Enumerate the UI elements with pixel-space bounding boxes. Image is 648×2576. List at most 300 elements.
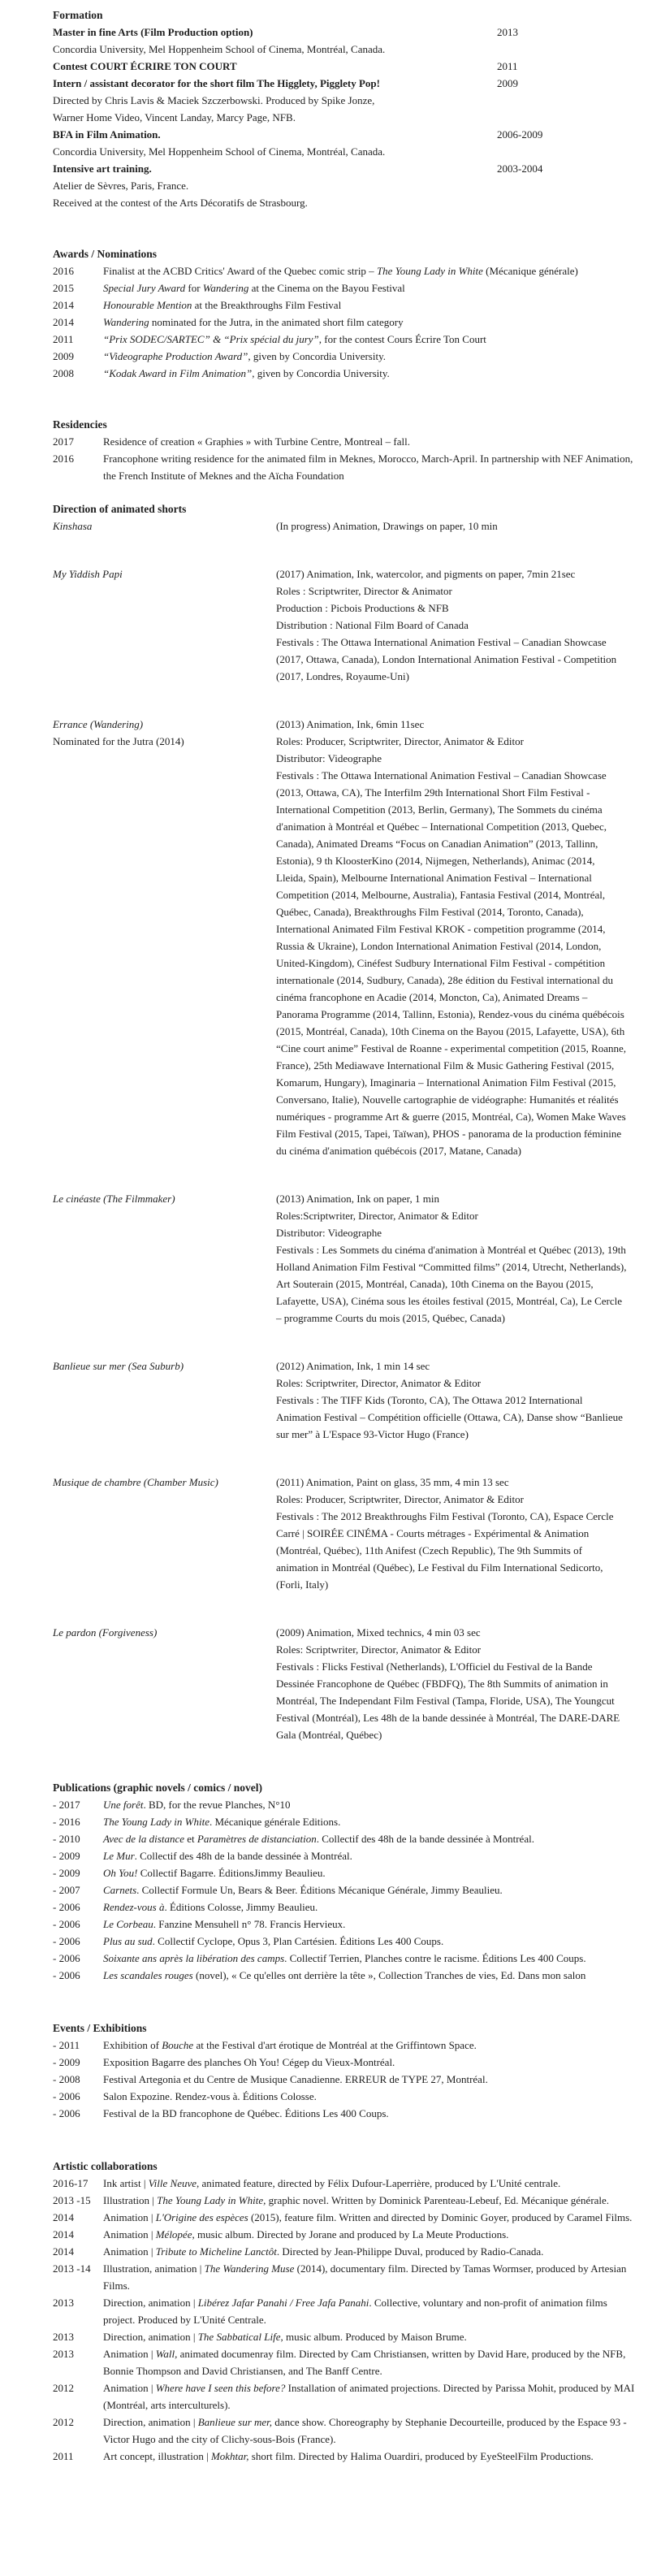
award-row-text [103, 262, 640, 279]
text-segment: dance show. Choreography by Stephanie Decourteille, produced by the Espace 93 - Victor Hugo and the city of Clichy-sous-Bois (France). [103, 2416, 627, 2445]
text-segment: nominated for the Jutra, in the animated short film category [149, 316, 404, 328]
text-segment: . Éditions Colosse, Jimmy Beaulieu. [164, 1901, 318, 1913]
event-row-year: - 2006 [53, 2090, 80, 2102]
event-row-text [103, 2054, 640, 2071]
text-segment: Wandering [202, 282, 249, 294]
event-row [53, 2054, 640, 2071]
text-segment: Festivals : Les Sommets du cinéma d'animation à Montréal et Québec (2013), 19th Holland Animation Film Festival “Committed films” (2014, Utrecht, Netherlands), Art Souterain (2015, Montréal, Canada), 10th Cinema on the Bayou (2015, Lafayette, USA), Cinéma sous les étoiles festival (2015, Montréal, Ca), Le Cercle – programme Courts du mois (2015, Québec, Canada) [276, 1244, 627, 1324]
collaboration-row [53, 2448, 640, 2465]
film-entry [53, 716, 640, 1159]
text-segment: Festivals : Flicks Festival (Netherlands), L'Officiel du Festival de la Bande Dessinée Francophone de Québec (FBDFQ), The 8th Summits of animation in Montréal, The Independant Film Festival (Tampa, Floride, USA), The Youngcut Festival (Montréal), Les 48h de la bande dessinée à Montréal, The DARE-DARE Gala (Montréal, Québec) [276, 1660, 620, 1741]
publication-row-text [103, 1847, 640, 1864]
award-row-text [103, 279, 640, 297]
text-segment: at the Breakthroughs Film Festival [192, 299, 342, 311]
collaboration-row-text [103, 2345, 640, 2379]
film-detail-line [276, 1241, 627, 1327]
film-detail-line [276, 1207, 627, 1224]
film-entry-left [53, 565, 276, 685]
text-segment: Festival Artegonia et du Centre de Musique Canadienne. ERREUR de TYPE 27, Montréal. [103, 2073, 488, 2085]
film-entry-details [276, 1624, 627, 1743]
text-segment: Tribute to Micheline Lanctôt [155, 2245, 277, 2258]
film-entry [53, 1624, 640, 1743]
publication-row-year: - 2006 [53, 1952, 80, 1964]
formation-entry-detail: Atelier de Sèvres, Paris, France. [53, 180, 189, 192]
film-entry-details [276, 1357, 627, 1443]
collaboration-row-text [103, 2448, 640, 2465]
film-entry-details [276, 565, 627, 685]
text-segment: Festival de la BD francophone de Québec. Éditions Les 400 Coups. [103, 2107, 389, 2119]
text-segment: Where have I seen this before? [155, 2382, 286, 2394]
text-segment: Exhibition of [103, 2039, 162, 2051]
event-row-year: - 2009 [53, 2056, 80, 2068]
collaboration-row-year: 2013 [53, 2348, 74, 2360]
publication-row-year: - 2007 [53, 1884, 80, 1896]
section-title-events: Events / Exhibitions [53, 2022, 147, 2034]
text-segment: (2014), documentary film. Directed by Tamas Wormser, produced by Artesian Films. [103, 2262, 627, 2292]
text-segment: Residence of creation « Graphies » with Turbine Centre, Montreal – fall. [103, 435, 410, 448]
film-entry-left [53, 1357, 276, 1443]
event-row [53, 2071, 640, 2088]
text-segment: Animation | [103, 2245, 156, 2258]
publication-row [53, 1881, 640, 1898]
award-row-text [103, 365, 640, 382]
formation-entry-year: 2006-2009 [497, 128, 543, 141]
film-title: Kinshasa [53, 520, 93, 532]
text-segment: Art concept, illustration | [103, 2450, 211, 2462]
text-segment: animated documenray film. Directed by Cam Christiansen, written by David Hare, produced by the NFB, Bonnie Thompson and David Christiansen, and The Banff Centre. [103, 2348, 626, 2377]
film-note: Nominated for the Jutra (2014) [53, 735, 184, 747]
publication-row-year: - 2009 [53, 1867, 80, 1879]
text-segment: “Videographe Production Award” [103, 350, 248, 362]
collaboration-row-year: 2011 [53, 2450, 74, 2462]
residency-rows [53, 433, 640, 484]
section-title-residencies: Residencies [53, 418, 107, 431]
text-segment: (2015), feature film. Written and directed by Dominic Goyer, produced by Caramel Films. [248, 2211, 633, 2223]
text-segment: The Young Lady in White [103, 1816, 210, 1828]
event-row-year: - 2011 [53, 2039, 80, 2051]
formation-entry-title: Intern / assistant decorator for the short film The Higglety, Pigglety Pop! [53, 77, 380, 89]
text-segment: (In progress) Animation, Drawings on paper, 10 min [276, 520, 498, 532]
collaboration-row-text [103, 2379, 640, 2414]
text-segment: Les scandales rouges [103, 1969, 193, 1981]
residency-row-text [103, 450, 640, 484]
event-row-text [103, 2071, 640, 2088]
collaboration-row [53, 2243, 640, 2260]
text-segment: The Young Lady in White [376, 265, 483, 277]
section-formation [53, 6, 640, 211]
formation-entry-detail: Directed by Chris Lavis & Maciek Szczerbowski. Produced by Spike Jonze, [53, 94, 375, 106]
film-detail-line [276, 1624, 627, 1641]
publication-row-year: - 2006 [53, 1918, 80, 1930]
formation-entry-year: 2011 [497, 60, 518, 72]
collaboration-row-text [103, 2294, 640, 2328]
award-row [53, 297, 640, 314]
film-detail-line [276, 565, 627, 582]
text-segment: The Wandering Muse [204, 2262, 295, 2275]
collaboration-row-text [103, 2192, 640, 2209]
award-row-year: 2015 [53, 282, 74, 294]
film-entry [53, 1190, 640, 1327]
event-row [53, 2105, 640, 2122]
collaboration-row-text [103, 2260, 640, 2294]
film-title: My Yiddish Papi [53, 568, 123, 580]
text-segment: Installation of animated projections. Directed by Parissa Mohit, produced by MAI (Montréal, arts interculturels). [103, 2382, 635, 2411]
text-segment: , given by Concordia University. [252, 367, 390, 379]
film-entry-details [276, 716, 627, 1159]
collaboration-row [53, 2226, 640, 2243]
text-segment: Animation | [103, 2228, 156, 2240]
text-segment: Festivals : The Ottawa International Animation Festival – Canadian Showcase (2013, Ottawa, CA), The Interfilm 29th International Short Film Festival - International Competition (2013, Berlin, Germany), The Sommets du cinéma d'animation à Montréal et Québec – International Competition (2013, Quebec, Canada), Animated Dreams “Focus on Canadian Animation” (2013, Tallinn, Estonia), 9 th KloosterKino (2014, Nijmegen, Netherlands), Animac (2014, Lleida, Spain), Melbourne International Animation Festival – International Competition (2014, Melbourne, Australia), Fantasia Festival (2014, Montréal, Québec, Canada), Breakthroughs Film Festival (2014, Toronto, Canada), International Animated Film Festival KROK - competition programme (2014, Russia & Ukraine), London International Animation Festival (2014, London, United-Kingdom), Cinéfest Sudbury International Film Festival - compétition internationale (2014, Sudbury, Canada), 28e édition du Festival international du cinéma francophone en Acadie (2014, Moncton, Ca), Animated Dreams – Panorama Programme (2014, Tallinn, Estonia), Rendez-vous du cinéma québécois (2015, Montréal, Canada), 10th Cinema on the Bayou (2015, Lafayette, USA), 6th “Cine court anime” Festival de Roanne - experimental competition (2015, Roanne, France), 25th Mediawave International Film & Music Gathering Festival (2015, Komarum, Hungary), Imaginaria – International Animation Film Festival (2015, Conversano, Italie), Nouvelle cartographie de vidéographe: Humanités et réalités numériques - programme Art & guerre (2015, Montréal, Ca), Women Make Waves Film Festival (2015, Tapei, Taïwan), PHOS - panorama de la production féminine du cinéma d'animation québécois (2017, Matane, Canada) [276, 769, 627, 1157]
text-segment: Salon Expozine. Rendez-vous à. Éditions Colosse. [103, 2090, 317, 2102]
text-segment: Soixante ans après la libération des camps [103, 1952, 285, 1964]
formation-entry-title: BFA in Film Animation. [53, 128, 161, 141]
text-segment: Roles: Scriptwriter, Director, Animator & Editor [276, 1377, 482, 1389]
collaboration-row-year: 2013 -14 [53, 2262, 91, 2275]
film-detail-line [276, 1357, 627, 1375]
publication-row [53, 1796, 640, 1813]
event-row-year: - 2008 [53, 2073, 80, 2085]
formation-entry-details [53, 41, 640, 58]
text-segment: Direction, animation | [103, 2297, 198, 2309]
text-segment: . Directed by Jean-Philippe Duval, produced by Radio-Canada. [276, 2245, 544, 2258]
formation-entry [53, 24, 640, 58]
award-row [53, 331, 640, 348]
publication-row [53, 1813, 640, 1830]
text-segment: Roles: Scriptwriter, Director, Animator & Editor [276, 1643, 482, 1656]
text-segment: Ink artist | [103, 2177, 149, 2189]
collaboration-row-text [103, 2243, 640, 2260]
collaboration-row-year: 2014 [53, 2211, 74, 2223]
film-detail-line [276, 1658, 627, 1743]
text-segment: , music album. Produced by Maison Brume. [280, 2331, 467, 2343]
formation-entry-detail: Concordia University, Mel Hoppenheim School of Cinema, Montréal, Canada. [53, 43, 386, 55]
text-segment: at the Festival d'art érotique de Montréal at the Griffintown Space. [193, 2039, 477, 2051]
text-segment: Honourable Mention [103, 299, 192, 311]
film-detail-line [276, 733, 627, 750]
publication-row-year: - 2006 [53, 1935, 80, 1947]
text-segment: Ville Neuve [148, 2177, 197, 2189]
formation-entries [53, 24, 640, 211]
text-segment: Rendez-vous à [103, 1901, 165, 1913]
text-segment: . Collectif Formule Un, Bears & Beer. Éditions Mécanique Générale, Jimmy Beaulieu. [136, 1884, 503, 1896]
text-segment: Francophone writing residence for the animated film in Meknes, Morocco, March-April. In partnership with NEF Animation, the French Institute of Meknes and the Aïcha Foundation [103, 452, 633, 482]
film-detail-line [276, 1474, 627, 1491]
formation-entry-details [53, 143, 640, 160]
residency-row [53, 433, 640, 450]
text-segment: , animated feature, directed by Félix Dufour-Laperrière, produced by L'Unité centrale. [197, 2177, 561, 2189]
award-row-year: 2014 [53, 316, 74, 328]
publication-row-text [103, 1881, 640, 1898]
text-segment: Roles : Scriptwriter, Director & Animator [276, 585, 452, 597]
film-detail-line [276, 1641, 627, 1658]
film-title: Errance (Wandering) [53, 718, 144, 730]
text-segment: Production : Picbois Productions & NFB [276, 602, 449, 614]
publication-row-year: - 2009 [53, 1850, 80, 1862]
formation-entry-title: Intensive art training. [53, 162, 152, 175]
text-segment: et [184, 1833, 197, 1845]
publication-row [53, 1830, 640, 1847]
collaboration-row-text [103, 2328, 640, 2345]
film-entry-left [53, 1624, 276, 1743]
text-segment: Festivals : The 2012 Breakthroughs Film Festival (Toronto, CA), Espace Cercle Carré | SOIRÉE CINÉMA - Courts métrages - Expérimental & Animation (Montréal, Québec), 11th Anifest (Czech Republic), The 9th Summits of animation in Montréal (Québec), Le Festival du Film International Sedicorto, (Forli, Italy) [276, 1510, 614, 1591]
film-title: Banlieue sur mer (Sea Suburb) [53, 1360, 184, 1372]
section-title-shorts: Direction of animated shorts [53, 503, 187, 515]
collaboration-row-year: 2014 [53, 2228, 74, 2240]
publication-row-year: - 2016 [53, 1816, 80, 1828]
text-segment: Festivals : The Ottawa International Animation Festival – Canadian Showcase (2017, Ottawa, Canada), London International Animation Festival - Competition (2017, Londres, Royaume-Uni) [276, 636, 617, 682]
section-awards [53, 245, 640, 382]
text-segment: Direction, animation | [103, 2416, 198, 2428]
formation-entry-title: Master in fine Arts (Film Production option) [53, 26, 253, 38]
text-segment: Paramètres de distanciation [197, 1833, 317, 1845]
publication-row-year: - 2010 [53, 1833, 80, 1845]
film-entry-left [53, 716, 276, 1159]
text-segment: Banlieue sur mer, [197, 2416, 273, 2428]
publication-row-text [103, 1864, 640, 1881]
formation-entry-row [53, 75, 640, 92]
text-segment: , for the contest Cours Écrire Ton Court [318, 333, 486, 345]
text-segment: , music album. Directed by Jorane and produced by La Meute Productions. [192, 2228, 509, 2240]
film-detail-line [276, 634, 627, 685]
award-row-year: 2014 [53, 299, 74, 311]
collaboration-row-year: 2012 [53, 2382, 74, 2394]
section-publications [53, 1779, 640, 1984]
event-rows [53, 2037, 640, 2122]
film-title: Le cinéaste (The Filmmaker) [53, 1193, 175, 1205]
award-row-text [103, 314, 640, 331]
publication-row-text [103, 1796, 640, 1813]
film-entry-left [53, 1474, 276, 1593]
collaboration-row [53, 2345, 640, 2379]
text-segment: , given by Concordia University. [248, 350, 386, 362]
residency-row [53, 450, 640, 484]
text-segment: short film. Directed by Halima Ouardiri, produced by EyeSteelFilm Productions. [248, 2450, 594, 2462]
film-detail-line [276, 582, 627, 600]
award-row-year: 2016 [53, 265, 74, 277]
text-segment: graphic novel. Written by Dominick Parenteau-Lebeuf, Ed. Mécanique générale. [266, 2194, 610, 2206]
collaboration-row-year: 2013 [53, 2297, 74, 2309]
formation-entry-details [53, 177, 640, 211]
film-entry-left [53, 517, 276, 535]
residency-row-text [103, 433, 640, 450]
publication-rows [53, 1796, 640, 1984]
film-detail-line [276, 767, 627, 1159]
formation-entry [53, 160, 640, 211]
residency-row-year: 2017 [53, 435, 74, 448]
formation-entry-row [53, 160, 640, 177]
collaboration-row-text [103, 2226, 640, 2243]
formation-entry [53, 75, 640, 126]
film-entry-details [276, 517, 627, 535]
award-row [53, 348, 640, 365]
text-segment: . Mécanique générale Editions. [209, 1816, 341, 1828]
film-detail-line [276, 1375, 627, 1392]
formation-entry-detail: Received at the contest of the Arts Décoratifs de Strasbourg. [53, 197, 308, 209]
film-entry [53, 565, 640, 685]
text-segment: Plus au sud [103, 1935, 153, 1947]
collaboration-row-year: 2016-17 [53, 2177, 89, 2189]
text-segment: Collectif Bagarre. ÉditionsJimmy Beaulieu. [137, 1867, 326, 1879]
text-segment: (novel), « Ce qu'elles ont derrière la tête », Collection Tranches de vies, Ed. Dans mon salon [192, 1969, 586, 1981]
collaboration-row-text [103, 2414, 640, 2448]
publication-row [53, 1864, 640, 1881]
event-row-year: - 2006 [53, 2107, 80, 2119]
film-detail-line [276, 1491, 627, 1508]
text-segment: Le Mur [103, 1850, 135, 1862]
publication-row-year: - 2006 [53, 1969, 80, 1981]
formation-entry [53, 58, 640, 75]
event-row-text [103, 2105, 640, 2122]
text-segment: Special Jury Award [103, 282, 186, 294]
formation-entry-row [53, 24, 640, 41]
collaboration-row [53, 2192, 640, 2209]
publication-row [53, 1916, 640, 1933]
collaboration-row [53, 2294, 640, 2328]
text-segment: Oh You! [103, 1867, 138, 1879]
collaboration-row-text [103, 2175, 640, 2192]
collaboration-row [53, 2260, 640, 2294]
formation-entry [53, 126, 640, 160]
section-residencies [53, 416, 640, 484]
text-segment: Mokhtar, [210, 2450, 249, 2462]
collaboration-row-year: 2013 -15 [53, 2194, 91, 2206]
publication-row [53, 1950, 640, 1967]
text-segment: Illustration, animation | [103, 2262, 205, 2275]
text-segment: (2017) Animation, Ink, watercolor, and pigments on paper, 7min 21sec [276, 568, 576, 580]
formation-entry-year: 2013 [497, 26, 518, 38]
text-segment: Libérez Jafar Panahi / Free Jafa Panahi [197, 2297, 369, 2309]
film-entry [53, 1357, 640, 1443]
text-segment: Wall, [155, 2348, 178, 2360]
text-segment: . Collective, voluntary and non-profit of animation films project. Produced by L'Unité Centrale. [103, 2297, 607, 2326]
film-detail-line [276, 1190, 627, 1207]
text-segment: L'Origine des espèces [155, 2211, 248, 2223]
text-segment: . Fanzine Mensuhell n° 78. Francis Hervieux. [153, 1918, 346, 1930]
text-segment: Illustration | [103, 2194, 158, 2206]
collaboration-rows [53, 2175, 640, 2465]
text-segment: Roles: Producer, Scriptwriter, Director, Animator & Editor [276, 1493, 524, 1505]
collaboration-row-year: 2012 [53, 2416, 74, 2428]
collaboration-row-year: 2014 [53, 2245, 74, 2258]
film-entries [53, 517, 640, 1743]
text-segment: Le Corbeau [103, 1918, 153, 1930]
text-segment: Animation | [103, 2382, 156, 2394]
text-segment: (2013) Animation, Ink, 6min 11sec [276, 718, 425, 730]
publication-row-year: - 2006 [53, 1901, 80, 1913]
publication-row [53, 1967, 640, 1984]
text-segment: . Collectif Terrien, Planches contre le racisme. Éditions Les 400 Coups. [284, 1952, 586, 1964]
award-row-text [103, 331, 640, 348]
publication-row-text [103, 1967, 640, 1984]
film-entry [53, 1474, 640, 1593]
section-title-collaborations: Artistic collaborations [53, 2160, 158, 2172]
text-segment: Distributor: Videographe [276, 1227, 382, 1239]
text-segment: . Collectif des 48h de la bande dessinée à Montréal. [134, 1850, 352, 1862]
event-row [53, 2037, 640, 2054]
collaboration-row [53, 2414, 640, 2448]
text-segment: Roles:Scriptwriter, Director, Animator & Editor [276, 1210, 478, 1222]
event-row-text [103, 2088, 640, 2105]
text-segment: Finalist at the ACBD Critics' Award of the Quebec comic strip – [103, 265, 377, 277]
formation-entry-details [53, 92, 640, 126]
publication-row [53, 1898, 640, 1916]
film-detail-line [276, 1392, 627, 1443]
collaboration-row [53, 2328, 640, 2345]
publication-row-text [103, 1898, 640, 1916]
formation-entry-year: 2009 [497, 77, 518, 89]
text-segment: Roles: Producer, Scriptwriter, Director, Animator & Editor [276, 735, 524, 747]
award-row-year: 2011 [53, 333, 74, 345]
award-row-text [103, 297, 640, 314]
film-entry-details [276, 1474, 627, 1593]
publication-row-text [103, 1933, 640, 1950]
film-detail-line [276, 617, 627, 634]
residency-row-year: 2016 [53, 452, 74, 465]
publication-row [53, 1847, 640, 1864]
award-row [53, 314, 640, 331]
text-segment: Direction, animation | [103, 2331, 198, 2343]
text-segment: (2011) Animation, Paint on glass, 35 mm, 4 min 13 sec [276, 1476, 509, 1488]
film-detail-line [276, 1508, 627, 1593]
film-entry-left [53, 1190, 276, 1327]
film-title: Le pardon (Forgiveness) [53, 1626, 158, 1639]
film-detail-line [276, 750, 627, 767]
formation-entry-detail: Concordia University, Mel Hoppenheim School of Cinema, Montréal, Canada. [53, 145, 386, 158]
text-segment: Wandering [103, 316, 149, 328]
text-segment: (2013) Animation, Ink on paper, 1 min [276, 1193, 439, 1205]
publication-row [53, 1933, 640, 1950]
text-segment: Carnets [103, 1884, 137, 1896]
text-segment: Mélopée [155, 2228, 192, 2240]
section-title-awards: Awards / Nominations [53, 248, 158, 260]
film-entry-details [276, 1190, 627, 1327]
collaboration-row [53, 2209, 640, 2226]
film-title: Musique de chambre (Chamber Music) [53, 1476, 218, 1488]
collaboration-row [53, 2175, 640, 2192]
text-segment: “Prix SODEC/SARTEC” & “Prix spécial du jury” [103, 333, 319, 345]
text-segment: “Kodak Award in Film Animation” [103, 367, 253, 379]
formation-entry-title: Contest COURT ÉCRIRE TON COURT [53, 60, 237, 72]
event-row-text [103, 2037, 640, 2054]
text-segment: Distributor: Videographe [276, 752, 382, 764]
award-row [53, 262, 640, 279]
text-segment: Festivals : The TIFF Kids (Toronto, CA), The Ottawa 2012 International Animation Festival – Compétition officielle (Ottawa, CA), Danse show “Banlieue sur mer” à L'Espace 93-Victor Hugo (France) [276, 1394, 623, 1440]
section-title-publications: Publications (graphic novels / comics / novel) [53, 1782, 262, 1794]
award-row-year: 2008 [53, 367, 74, 379]
publication-row-text [103, 1813, 640, 1830]
award-rows [53, 262, 640, 382]
film-detail-line [276, 600, 627, 617]
text-segment: . Collectif des 48h de la bande dessinée à Montréal. [316, 1833, 534, 1845]
text-segment: (Mécanique générale) [482, 265, 578, 277]
film-detail-line [276, 716, 627, 733]
text-segment: (2009) Animation, Mixed technics, 4 min 03 sec [276, 1626, 481, 1639]
award-row-text [103, 348, 640, 365]
event-row [53, 2088, 640, 2105]
section-collaborations [53, 2158, 640, 2465]
section-animated-shorts [53, 500, 640, 1743]
award-row [53, 279, 640, 297]
text-segment: Bouche [162, 2039, 194, 2051]
text-segment: for [185, 282, 203, 294]
text-segment: Animation | [103, 2211, 156, 2223]
collaboration-row-year: 2013 [53, 2331, 74, 2343]
publication-row-text [103, 1916, 640, 1933]
film-detail-line [276, 517, 627, 535]
text-segment: . BD, for the revue Planches, N°10 [143, 1799, 291, 1811]
award-row-year: 2009 [53, 350, 74, 362]
text-segment: The Sabbatical Life [197, 2331, 281, 2343]
